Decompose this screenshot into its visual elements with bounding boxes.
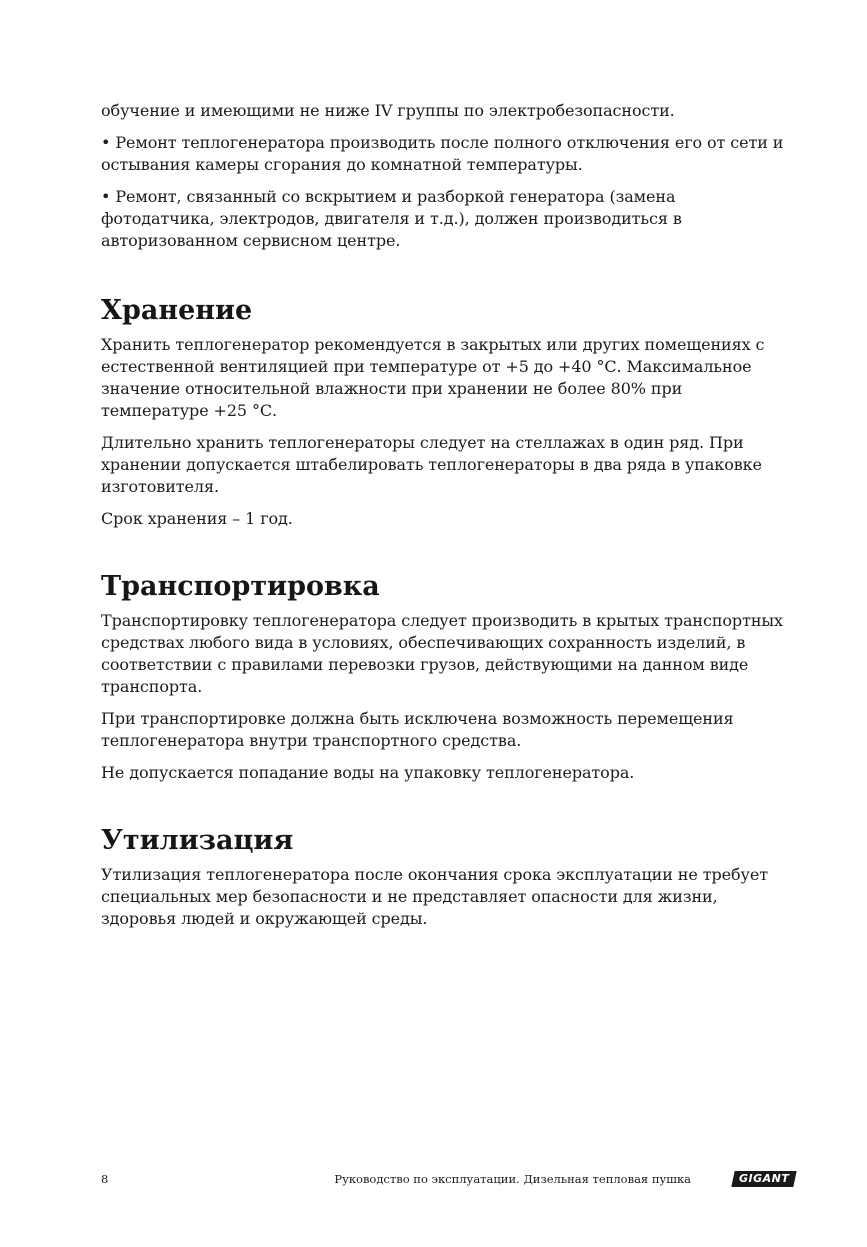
document-title: Руководство по эксплуатации. Дизельная тепловая пушка xyxy=(334,1172,691,1186)
disposal-paragraph-1: Утилизация теплогенератора после окончания срока эксплуатации не требует специальных мер безопасности и не представляет опасности для жизни, здоровья людей и окружающей среды. xyxy=(101,865,768,928)
transport-paragraph-1: Транспортировку теплогенератора следует производить в крытых транспортных средствах любого вида в условиях, обеспечивающих сохранность изделий, в соответствии с правилами перевозки грузов, действующими на данном виде транспорта. xyxy=(101,611,783,696)
storage-section xyxy=(101,294,791,530)
transport-heading: Транспортировка xyxy=(101,571,380,602)
page-footer xyxy=(101,1170,795,1190)
storage-paragraph-2: Длительно хранить теплогенераторы следует на стеллажах в один ряд. При хранении допускается штабелировать теплогенераторы в два ряда в упаковке изготовителя. xyxy=(101,433,762,496)
disposal-section xyxy=(101,824,791,930)
transport-section xyxy=(101,570,791,784)
disposal-heading: Утилизация xyxy=(101,825,294,856)
intro-paragraph-1: обучение и имеющими не ниже IV группы по электробезопасности. xyxy=(101,101,675,120)
storage-paragraph-3: Срок хранения – 1 год. xyxy=(101,509,293,528)
page-number: 8 xyxy=(101,1172,109,1186)
page-content xyxy=(101,100,791,940)
intro-section xyxy=(101,100,791,252)
brand-logo-text: GIGANT xyxy=(738,1172,790,1185)
storage-heading: Хранение xyxy=(101,295,253,326)
storage-paragraph-1: Хранить теплогенератор рекомендуется в закрытых или других помещениях с естественной вентиляцией при температуре от +5 до +40 °С. Максимальное значение относительной влажности при хранении не более 80% при температуре +25 °С. xyxy=(101,335,765,420)
repair-bullet-1: • Ремонт теплогенератора производить после полного отключения его от сети и остывания камеры сгорания до комнатной температуры. xyxy=(101,133,784,174)
repair-bullet-2: • Ремонт, связанный со вскрытием и разборкой генератора (замена фотодатчика, электродов, двигателя и т.д.), должен производиться в авторизованном сервисном центре. xyxy=(101,187,682,250)
transport-paragraph-3: Не допускается попадание воды на упаковку теплогенератора. xyxy=(101,763,635,782)
transport-paragraph-2: При транспортировке должна быть исключена возможность перемещения теплогенератора внутри транспортного средства. xyxy=(101,709,734,750)
brand-logo xyxy=(731,1171,796,1187)
